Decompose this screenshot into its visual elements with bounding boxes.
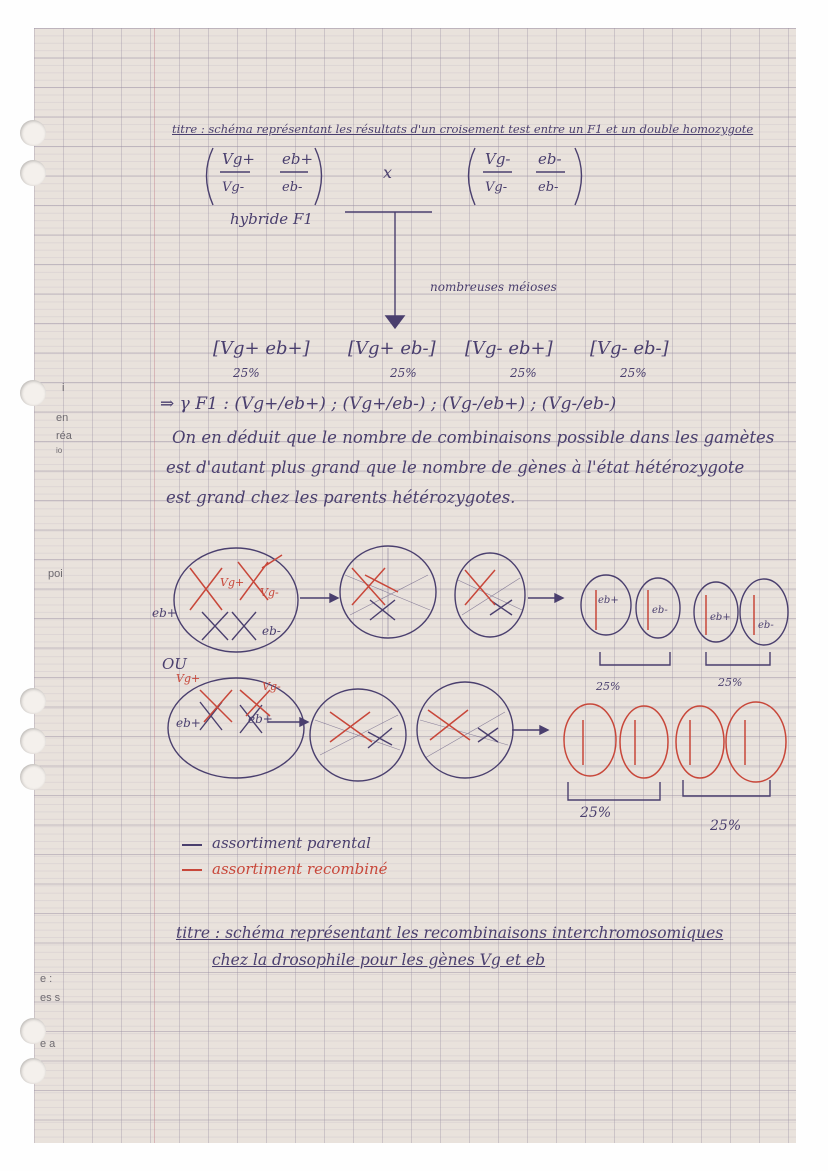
title-1: titre : schéma représentant les résultats d'un croisement test entre un F1 et un double homozygote: [172, 122, 754, 136]
cross-operator: x: [383, 163, 393, 182]
title-2-line-2: chez la drosophile pour les gènes Vg et eb: [212, 951, 546, 969]
allele: eb-: [282, 180, 303, 195]
row1-pct: 25%: [596, 680, 621, 693]
allele-label: eb-: [652, 605, 668, 616]
allele-label: eb+: [248, 712, 273, 726]
phenotype: [Vg- eb-]: [590, 338, 669, 359]
meiosis-label: nombreuses méioses: [430, 280, 557, 294]
allele-label: eb-: [758, 620, 774, 631]
ghost-text: poi: [48, 568, 63, 580]
allele: eb-: [538, 180, 559, 195]
allele: eb-: [538, 150, 562, 168]
allele: Vg-: [485, 150, 511, 168]
ghost-text: e :: [40, 973, 53, 985]
row1-pct: 25%: [718, 676, 743, 689]
or-label: OU: [162, 655, 187, 673]
row2-pct: 25%: [580, 805, 612, 821]
allele-label: Vg-: [262, 680, 281, 693]
ghost-text: io: [56, 446, 63, 455]
allele-label: Vg+: [220, 576, 245, 589]
allele-label: Vg-: [260, 586, 279, 599]
legend-recombined: assortiment recombiné: [212, 860, 388, 878]
ghost-text: en: [56, 412, 69, 424]
phenotype-pct: 25%: [620, 366, 647, 380]
paragraph-line: est d'autant plus grand que le nombre de gènes à l'état hétérozygote: [166, 458, 745, 477]
allele: Vg-: [485, 180, 508, 195]
allele: eb+: [282, 150, 314, 168]
ghost-text: e a: [40, 1038, 56, 1050]
phenotype: [Vg+ eb-]: [348, 338, 436, 359]
phenotype: [Vg- eb+]: [465, 338, 553, 359]
allele-label: eb+: [152, 606, 177, 620]
title-2: titre : schéma représentant les recombinaisons interchromosomiques: [176, 924, 724, 942]
paragraph-line: est grand chez les parents hétérozygotes.: [166, 488, 516, 507]
hybrid-label: hybride F1: [230, 210, 313, 228]
legend-parental: assortiment parental: [212, 834, 371, 852]
allele-label: eb-: [262, 624, 281, 638]
phenotype-pct: 25%: [233, 366, 260, 380]
ghost-text: i: [62, 382, 65, 394]
phenotype-pct: 25%: [510, 366, 537, 380]
ghost-text: réa: [56, 430, 72, 442]
phenotype-pct: 25%: [390, 366, 417, 380]
ghost-text: es s: [40, 992, 61, 1004]
allele-label: eb+: [176, 716, 201, 730]
phenotype: [Vg+ eb+]: [213, 338, 310, 359]
row2-pct: 25%: [710, 818, 742, 834]
allele: Vg-: [222, 180, 245, 195]
allele-label: Vg+: [176, 672, 201, 685]
paragraph-line: On en déduit que le nombre de combinaisons possible dans les gamètes: [172, 428, 775, 447]
allele: Vg+: [222, 150, 256, 168]
allele-label: eb+: [598, 595, 619, 606]
gametes-line: ⇒ γ F1 : (Vg+/eb+) ; (Vg+/eb-) ; (Vg-/eb+) ; (Vg-/eb-): [160, 394, 617, 414]
allele-label: eb+: [710, 612, 731, 623]
